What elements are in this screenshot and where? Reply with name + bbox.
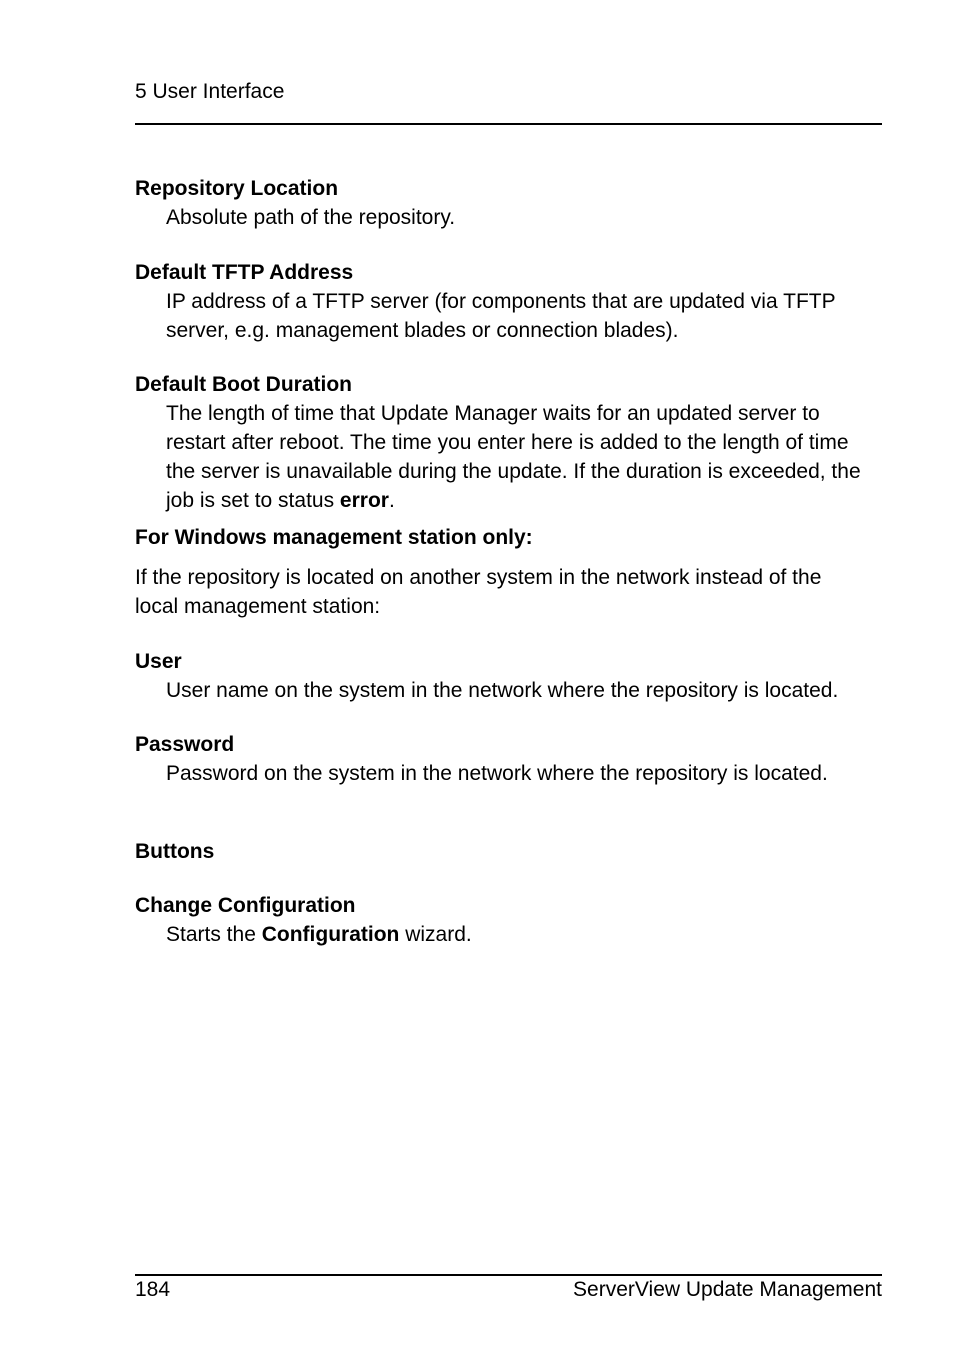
term-default-tftp-address: Default TFTP Address — [135, 261, 354, 284]
term-default-boot-duration: Default Boot Duration — [135, 373, 352, 396]
desc-user: User name on the system in the network where the repository is located. — [166, 679, 839, 702]
term-change-configuration: Change Configuration — [135, 894, 356, 917]
buttons-heading: Buttons — [135, 840, 215, 863]
page-number: 184 — [135, 1278, 171, 1301]
footer-document-title: ServerView Update Management — [573, 1278, 882, 1301]
windows-only-heading: For Windows management station only: — [135, 526, 533, 549]
desc-text-end: wizard. — [399, 923, 472, 946]
header-divider — [135, 123, 882, 125]
term-repository-location: Repository Location — [135, 177, 339, 200]
configuration-wizard-term: Configuration — [261, 923, 400, 946]
desc-change-configuration — [166, 920, 882, 949]
desc-text-end: . — [388, 489, 395, 512]
status-error-term: error — [339, 489, 389, 512]
desc-repository-location: Absolute path of the repository. — [166, 206, 456, 229]
desc-password: Password on the system in the network where the repository is located. — [166, 762, 828, 785]
desc-default-tftp-address: IP address of a TFTP server (for components that are updated via TFTP server, e.g. management blades or connection blades). — [166, 290, 836, 342]
term-user: User — [135, 650, 182, 673]
desc-default-boot-duration — [166, 399, 878, 515]
running-header: 5 User Interface — [135, 80, 285, 103]
desc-text: The length of time that Update Manager waits for an updated server to restart after reboot. The time you enter here is added to the length of time the server is unavailable during the update. If the duration is exceeded, the job is set to status — [166, 402, 861, 512]
term-password: Password — [135, 733, 235, 756]
desc-text: Starts the — [166, 923, 262, 946]
windows-only-paragraph: If the repository is located on another system in the network instead of the local management station: — [135, 566, 822, 618]
